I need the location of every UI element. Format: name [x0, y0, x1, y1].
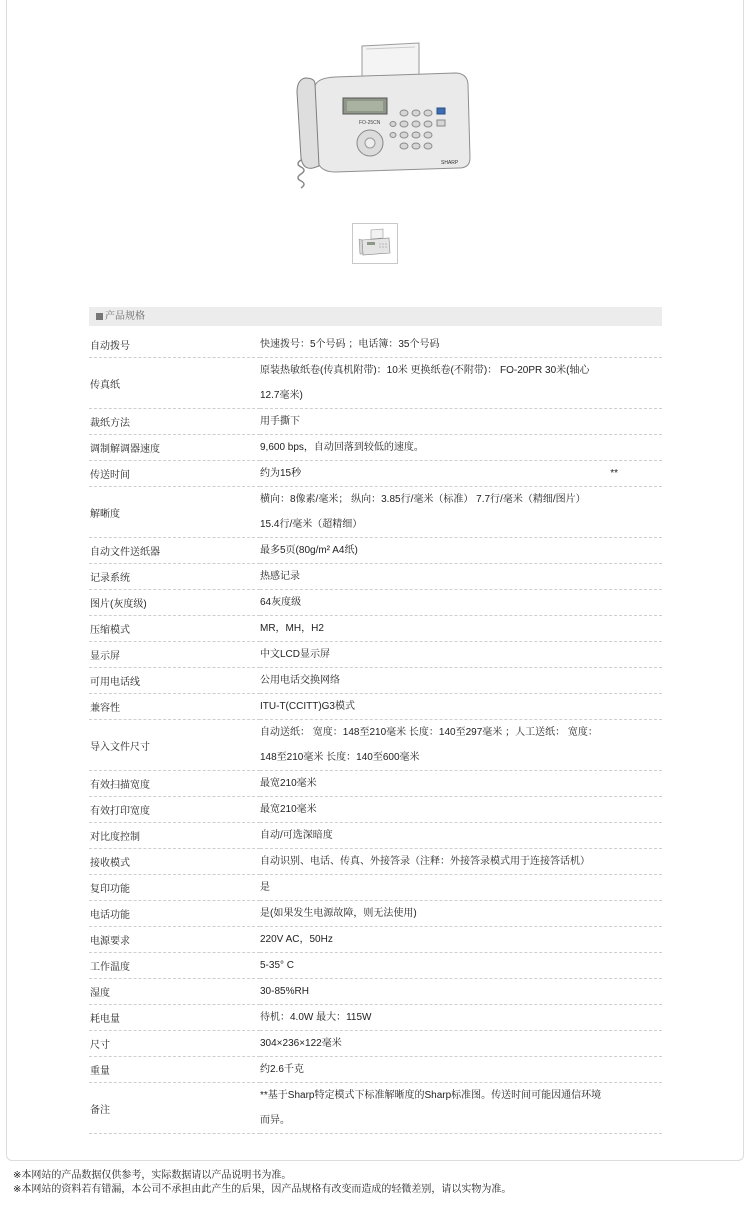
spec-row [89, 1057, 662, 1083]
spec-value-text: 304×236×122毫米 [260, 1038, 342, 1049]
spec-value-text: 5-35° C [260, 960, 295, 971]
spec-key: 有效打印宽度 [89, 797, 260, 823]
spec-value-text: 中文LCD显示屏 [260, 649, 331, 660]
spec-key: 工作温度 [89, 953, 260, 979]
spec-value [260, 1031, 662, 1057]
spec-key: 传送时间 [89, 461, 260, 487]
spec-value-text: 是(如果发生电源故障，则无法使用) [260, 908, 417, 919]
spec-row [89, 694, 662, 720]
spec-value [260, 927, 662, 953]
product-thumbnail[interactable] [352, 223, 398, 264]
spec-value-text: 自动送纸： 宽度：148至210毫米 长度：140至297毫米 ；人工送纸： 宽度：148至210毫米 长度：140至600毫米 [260, 727, 598, 763]
spec-value [260, 668, 662, 694]
square-bullet-icon [96, 313, 103, 320]
spec-value [260, 979, 662, 1005]
spec-value [260, 616, 662, 642]
spec-value [260, 875, 662, 901]
spec-value-text: 原装热敏纸卷(传真机附带)：10米 更换纸卷(不附带)： FO-20PR 30米(轴心12.7毫米) [260, 365, 590, 401]
footnote: ※本网站的资料若有错漏，本公司不承担由此产生的后果，因产品规格有改变而造成的轻微差别，请以实物为准。 [13, 1184, 512, 1195]
spec-key: 对比度控制 [89, 823, 260, 849]
spec-value-text: 公用电话交换网络 [260, 675, 340, 686]
spec-value [260, 797, 662, 823]
section-title: 产品规格 [105, 311, 145, 322]
spec-value [260, 332, 662, 358]
spec-row [89, 901, 662, 927]
spec-key: 尺寸 [89, 1031, 260, 1057]
spec-value-text: 30-85%RH [260, 986, 309, 997]
spec-row [89, 720, 662, 771]
spec-value [260, 1083, 662, 1134]
spec-key: 电话功能 [89, 901, 260, 927]
spec-key: 自动文件送纸器 [89, 538, 260, 564]
spec-value-text: 用手撕下 [260, 416, 300, 427]
spec-row [89, 1083, 662, 1134]
spec-value-text: 最宽210毫米 [260, 778, 317, 789]
spec-value-text: 横向：8像素/毫米； 纵向：3.85行/毫米（标准） 7.7行/毫米（精细/图片） 15.4行/毫米（超精细） [260, 494, 586, 530]
spec-value-text: 220V AC，50Hz [260, 934, 333, 945]
spec-value [260, 461, 662, 487]
spec-value [260, 1057, 662, 1083]
spec-row [89, 332, 662, 358]
spec-key: 有效扫描宽度 [89, 771, 260, 797]
svg-text:FO-25CN: FO-25CN [359, 120, 381, 126]
spec-value-text: 最多5页(80g/m² A4纸) [260, 545, 358, 556]
spec-value [260, 642, 662, 668]
spec-value [260, 823, 662, 849]
spec-value [260, 358, 662, 409]
spec-key: 可用电话线 [89, 668, 260, 694]
spec-value [260, 771, 662, 797]
spec-value-text: MR，MH，H2 [260, 623, 324, 634]
spec-row [89, 979, 662, 1005]
spec-key: 自动拨号 [89, 332, 260, 358]
spec-footnote-mark: ** [610, 468, 618, 479]
spec-key: 导入文件尺寸 [89, 720, 260, 771]
spec-key: 耗电量 [89, 1005, 260, 1031]
spec-value-text: 自动/可选深暗度 [260, 830, 333, 841]
spec-row [89, 564, 662, 590]
spec-key: 复印功能 [89, 875, 260, 901]
spec-key: 兼容性 [89, 694, 260, 720]
spec-row [89, 771, 662, 797]
spec-row [89, 538, 662, 564]
spec-value-text: 是 [260, 882, 270, 893]
spec-row [89, 1005, 662, 1031]
spec-value-text: 快速拨号：5个号码 ；电话簿：35个号码 [260, 339, 440, 350]
spec-row [89, 590, 662, 616]
spec-value [260, 409, 662, 435]
spec-row [89, 797, 662, 823]
spec-row [89, 668, 662, 694]
spec-value-text: 9,600 bps，自动回落到较低的速度。 [260, 442, 424, 453]
spec-row [89, 823, 662, 849]
spec-value [260, 849, 662, 875]
spec-value-text: **基于Sharp特定模式下标准解晰度的Sharp标准图。传送时间可能因通信环境而异。 [260, 1090, 602, 1126]
spec-key: 调制解调器速度 [89, 435, 260, 461]
spec-key: 显示屏 [89, 642, 260, 668]
spec-value [260, 694, 662, 720]
spec-value-text: ITU-T(CCITT)G3模式 [260, 701, 355, 712]
spec-row [89, 875, 662, 901]
spec-key: 备注 [89, 1083, 260, 1134]
spec-row [89, 849, 662, 875]
spec-value [260, 953, 662, 979]
svg-text:SHARP: SHARP [441, 160, 459, 166]
spec-key: 压缩模式 [89, 616, 260, 642]
spec-key: 记录系统 [89, 564, 260, 590]
spec-key: 图片(灰度级) [89, 590, 260, 616]
spec-row [89, 435, 662, 461]
spec-value [260, 435, 662, 461]
spec-value [260, 538, 662, 564]
spec-value-text: 约2.6千克 [260, 1064, 304, 1075]
spec-row [89, 927, 662, 953]
spec-key: 解晰度 [89, 487, 260, 538]
spec-row [89, 953, 662, 979]
spec-key: 重量 [89, 1057, 260, 1083]
spec-value-text: 约为15秒 [260, 468, 302, 479]
spec-row [89, 616, 662, 642]
spec-section-header [89, 307, 662, 326]
spec-key: 湿度 [89, 979, 260, 1005]
spec-value-text: 最宽210毫米 [260, 804, 317, 815]
spec-value [260, 720, 662, 771]
spec-value-text: 热感记录 [260, 571, 300, 582]
spec-key: 电源要求 [89, 927, 260, 953]
spec-row [89, 409, 662, 435]
footnotes [13, 1169, 733, 1197]
spec-value [260, 1005, 662, 1031]
spec-row [89, 358, 662, 409]
spec-value [260, 564, 662, 590]
spec-table [89, 332, 662, 1134]
spec-row [89, 642, 662, 668]
spec-value-text: 待机：4.0W 最大：115W [260, 1012, 372, 1023]
spec-value [260, 901, 662, 927]
fax-machine-icon [355, 226, 395, 261]
spec-key: 接收模式 [89, 849, 260, 875]
spec-key: 裁纸方法 [89, 409, 260, 435]
spec-value [260, 590, 662, 616]
spec-value-text: 自动识别、电话、传真、外接答录（注释：外接答录模式用于连接答话机） [260, 856, 590, 867]
spec-row [89, 1031, 662, 1057]
spec-row [89, 461, 662, 487]
spec-value [260, 487, 662, 538]
footnote: ※本网站的产品数据仅供参考，实际数据请以产品说明书为准。 [13, 1170, 292, 1181]
spec-key: 传真纸 [89, 358, 260, 409]
spec-value-text: 64灰度级 [260, 597, 302, 608]
spec-row [89, 487, 662, 538]
product-image [287, 40, 477, 190]
